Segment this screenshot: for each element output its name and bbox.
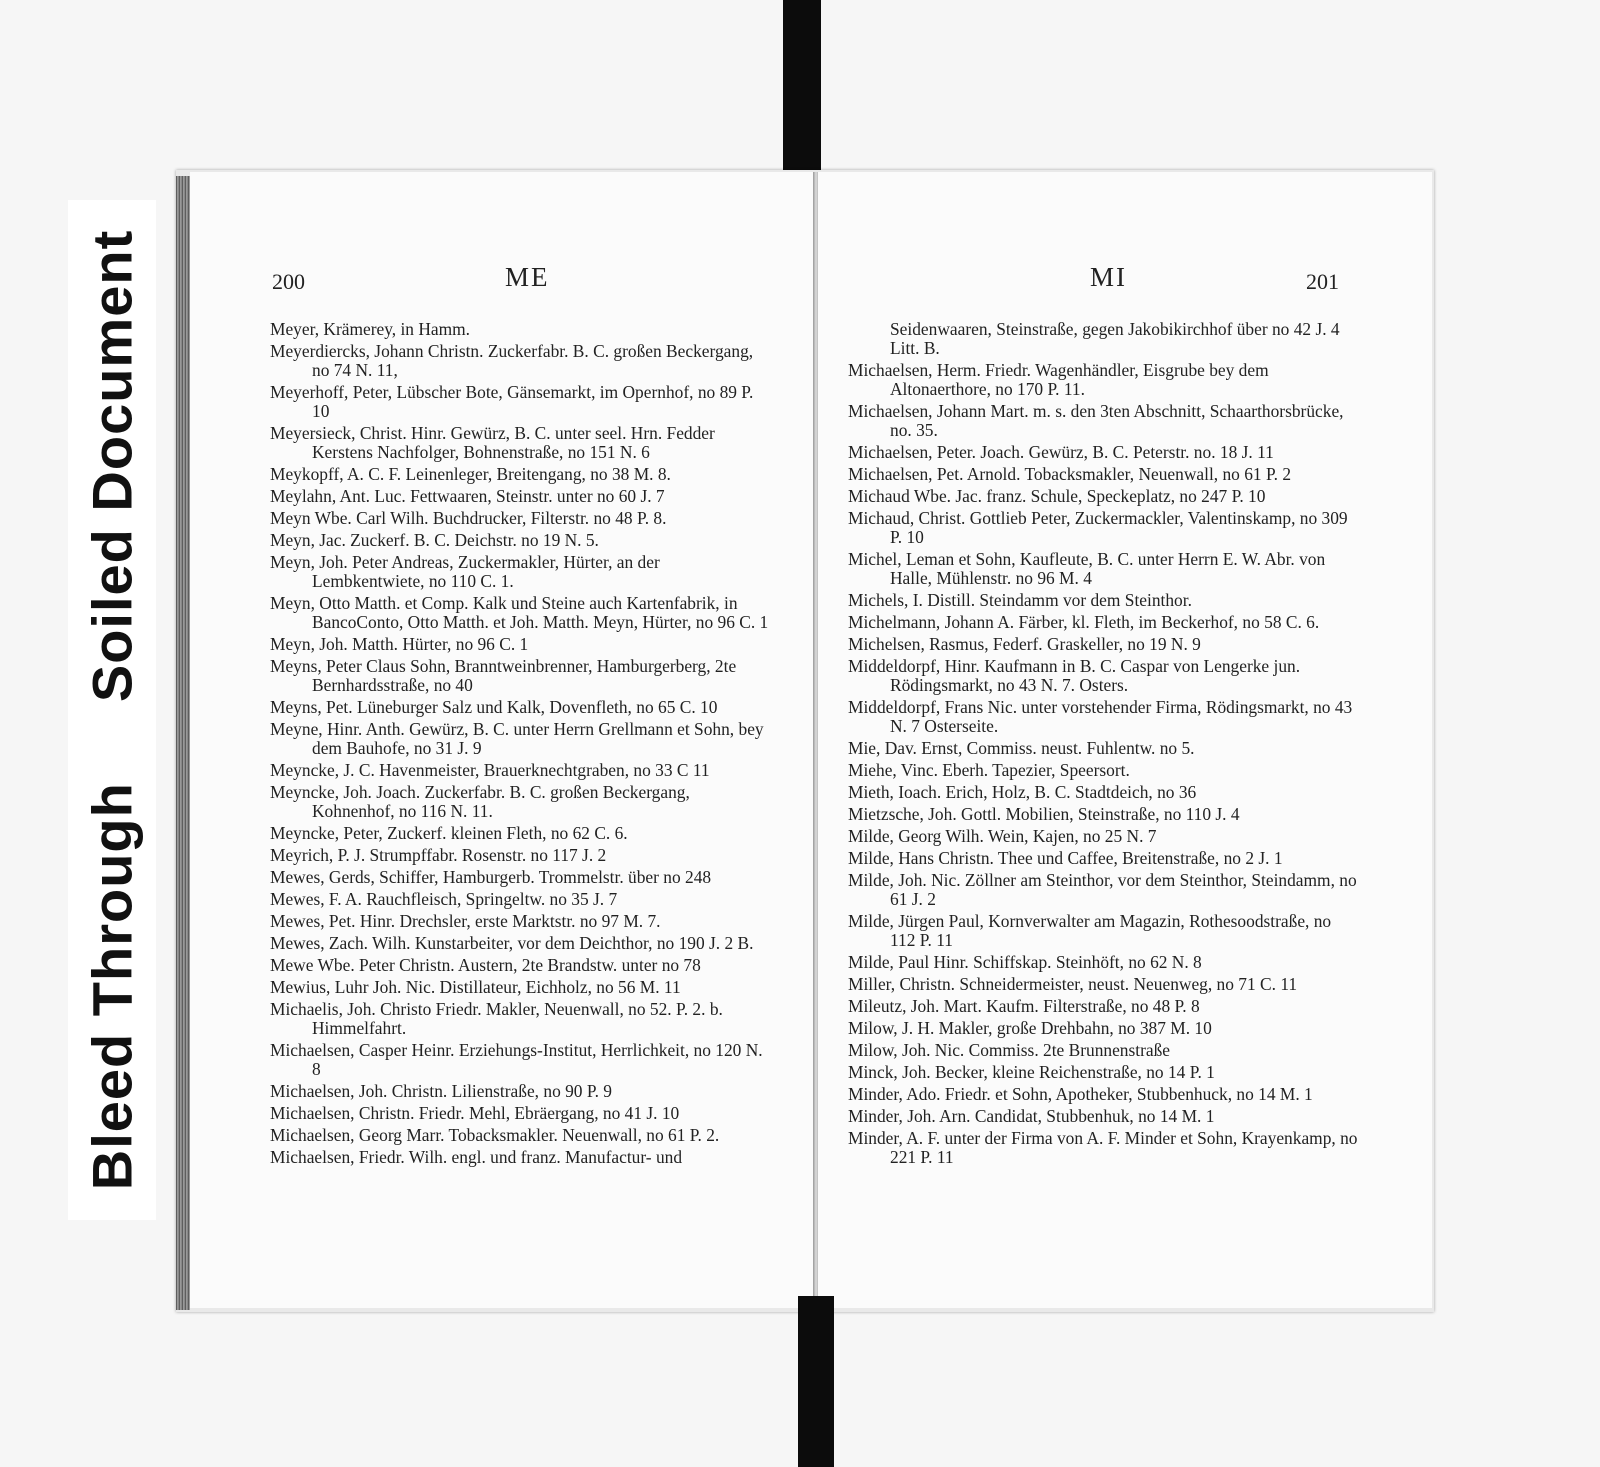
directory-entry: Michelsen, Rasmus, Federf. Graskeller, no 19 N. 9 (848, 634, 1201, 654)
directory-entry: Meyrich, P. J. Strumpffabr. Rosenstr. no 117 J. 2 (270, 845, 607, 865)
directory-entry: Mie, Dav. Ernst, Commiss. neust. Fuhlentw. no 5. (848, 738, 1195, 758)
directory-entry: Meyerhoff, Peter, Lübscher Bote, Gänsemarkt, im Opernhof, no 89 P. 10 (270, 382, 754, 421)
directory-entry: Michaelsen, Georg Marr. Tobacksmakler. Neuenwall, no 61 P. 2. (270, 1125, 720, 1145)
directory-entry: Meyer, Krämerey, in Hamm. (270, 319, 471, 339)
directory-entry: Michaud Wbe. Jac. franz. Schule, Speckeplatz, no 247 P. 10 (848, 486, 1266, 506)
directory-entry: Mewes, Pet. Hinr. Drechsler, erste Marktstr. no 97 M. 7. (270, 911, 661, 931)
directory-entry: Michaelsen, Herm. Friedr. Wagenhändler, Eisgrube bey dem Altonaerthore, no 170 P. 11. (848, 360, 1269, 399)
directory-entry: Minder, Ado. Friedr. et Sohn, Apotheker, Stubbenhuck, no 14 M. 1 (848, 1084, 1313, 1104)
directory-entry: Meyn Wbe. Carl Wilh. Buchdrucker, Filterstr. no 48 P. 8. (270, 508, 667, 528)
directory-entry: Meyncke, J. C. Havenmeister, Brauerknechtgraben, no 33 C 11 (270, 760, 710, 780)
directory-entry: Michaelsen, Joh. Christn. Lilienstraße, no 90 P. 9 (270, 1081, 612, 1101)
continued-entry: Seidenwaaren, Steinstraße, gegen Jakobikirchhof über no 42 J. 4 Litt. B. (890, 319, 1340, 358)
bookmark-ribbon-top (783, 0, 821, 190)
directory-entry: Mieth, Ioach. Erich, Holz, B. C. Stadtdeich, no 36 (848, 782, 1197, 802)
directory-entry: Meykopff, A. C. F. Leinenleger, Breitengang, no 38 M. 8. (270, 464, 671, 484)
directory-entry: Meyn, Joh. Matth. Hürter, no 96 C. 1 (270, 634, 529, 654)
page-number: 201 (1306, 269, 1339, 294)
directory-entry: Meyncke, Joh. Joach. Zuckerfabr. B. C. großen Beckergang, Kohnenhof, no 116 N. 11. (270, 782, 690, 821)
directory-entry: Milow, Joh. Nic. Commiss. 2te Brunnenstraße (848, 1040, 1171, 1060)
directory-entry: Michaelsen, Pet. Arnold. Tobacksmakler, Neuenwall, no 61 P. 2 (848, 464, 1292, 484)
directory-entry: Mileutz, Joh. Mart. Kaufm. Filterstraße, no 48 P. 8 (848, 996, 1200, 1016)
document-label (68, 200, 156, 1220)
bookmark-ribbon-bottom (798, 1296, 834, 1467)
directory-entry: Michaelsen, Casper Heinr. Erziehungs-Institut, Herrlichkeit, no 120 N. 8 (270, 1040, 763, 1079)
directory-entry: Minder, Joh. Arn. Candidat, Stubbenhuk, no 14 M. 1 (848, 1106, 1215, 1126)
directory-entry: Milde, Paul Hinr. Schiffskap. Steinhöft, no 62 N. 8 (848, 952, 1202, 972)
directory-entry: Milde, Jürgen Paul, Kornverwalter am Magazin, Rothesoodstraße, no 112 P. 11 (848, 911, 1332, 950)
directory-entry: Meyne, Hinr. Anth. Gewürz, B. C. unter Herrn Grellmann et Sohn, bey dem Bauhofe, no 31 J. 9 (270, 719, 764, 758)
page-number: 200 (272, 269, 305, 294)
page-header: MI (1090, 262, 1127, 292)
directory-entry: Milde, Hans Christn. Thee und Caffee, Breitenstraße, no 2 J. 1 (848, 848, 1283, 868)
label-part-2: Soiled Document (80, 229, 144, 703)
right-page (818, 172, 1432, 1308)
entry-list (270, 320, 770, 1170)
directory-entry: Meyn, Joh. Peter Andreas, Zuckermakler, Hürter, an der Lembkentwiete, no 110 C. 1. (270, 552, 660, 591)
label-part-1: Bleed Through (80, 782, 144, 1191)
page-header: ME (505, 262, 550, 292)
directory-entry: Meylahn, Ant. Luc. Fettwaaren, Steinstr. unter no 60 J. 7 (270, 486, 665, 506)
directory-entry: Michaud, Christ. Gottlieb Peter, Zuckermackler, Valentinskamp, no 309 P. 10 (848, 508, 1348, 547)
directory-entry: Mewe Wbe. Peter Christn. Austern, 2te Brandstw. unter no 78 (270, 955, 701, 975)
directory-entry: Michels, I. Distill. Steindamm vor dem Steinthor. (848, 590, 1192, 610)
directory-entry: Minder, A. F. unter der Firma von A. F. Minder et Sohn, Krayenkamp, no 221 P. 11 (848, 1128, 1358, 1167)
directory-entry: Michaelsen, Johann Mart. m. s. den 3ten Abschnitt, Schaarthorsbrücke, no. 35. (848, 401, 1344, 440)
page-edges (176, 176, 190, 1310)
directory-entry: Michaelsen, Friedr. Wilh. engl. und franz. Manufactur- und (270, 1147, 683, 1167)
directory-entry: Minck, Joh. Becker, kleine Reichenstraße, no 14 P. 1 (848, 1062, 1215, 1082)
directory-entry: Milow, J. H. Makler, große Drehbahn, no 387 M. 10 (848, 1018, 1212, 1038)
directory-entry: Meyerdiercks, Johann Christn. Zuckerfabr. B. C. großen Beckergang, no 74 N. 11, (270, 341, 754, 380)
left-page (190, 172, 816, 1308)
directory-entry: Mewes, F. A. Rauchfleisch, Springeltw. no 35 J. 7 (270, 889, 618, 909)
directory-entry: Michaelsen, Christn. Friedr. Mehl, Ebräergang, no 41 J. 10 (270, 1103, 680, 1123)
directory-entry: Meyns, Peter Claus Sohn, Branntweinbrenner, Hamburgerberg, 2te Bernhardsstraße, no 40 (270, 656, 737, 695)
directory-entry: Middeldorpf, Hinr. Kaufmann in B. C. Caspar von Lengerke jun. Rödingsmarkt, no 43 N. 7. Osters. (848, 656, 1301, 695)
directory-entry: Miehe, Vinc. Eberh. Tapezier, Speersort. (848, 760, 1130, 780)
directory-entry: Mewius, Luhr Joh. Nic. Distillateur, Eichholz, no 56 M. 11 (270, 977, 681, 997)
directory-entry: Meyncke, Peter, Zuckerf. kleinen Fleth, no 62 C. 6. (270, 823, 628, 843)
directory-entry: Meyns, Pet. Lüneburger Salz und Kalk, Dovenfleth, no 65 C. 10 (270, 697, 718, 717)
directory-entry: Milde, Joh. Nic. Zöllner am Steinthor, vor dem Steinthor, Steindamm, no 61 J. 2 (848, 870, 1357, 909)
directory-entry: Michelmann, Johann A. Färber, kl. Fleth, im Beckerhof, no 58 C. 6. (848, 612, 1320, 632)
directory-entry: Meyersieck, Christ. Hinr. Gewürz, B. C. unter seel. Hrn. Fedder Kerstens Nachfolger, Bohnenstraße, no 151 N. 6 (270, 423, 715, 462)
directory-entry: Meyn, Jac. Zuckerf. B. C. Deichstr. no 19 N. 5. (270, 530, 599, 550)
directory-entry: Mewes, Gerds, Schiffer, Hamburgerb. Trommelstr. über no 248 (270, 867, 712, 887)
entry-list (848, 320, 1358, 1170)
directory-entry: Miller, Christn. Schneidermeister, neust. Neuenweg, no 71 C. 11 (848, 974, 1298, 994)
directory-entry: Meyn, Otto Matth. et Comp. Kalk und Steine auch Kartenfabrik, in BancoConto, Otto Matth. et Joh. Matth. Meyn, Hürter, no 96 C. 1 (270, 593, 769, 632)
directory-entry: Middeldorpf, Frans Nic. unter vorstehender Firma, Rödingsmarkt, no 43 N. 7 Osterseite. (848, 697, 1353, 736)
directory-entry: Mietzsche, Joh. Gottl. Mobilien, Steinstraße, no 110 J. 4 (848, 804, 1240, 824)
directory-entry: Michaelis, Joh. Christo Friedr. Makler, Neuenwall, no 52. P. 2. b. Himmelfahrt. (270, 999, 723, 1038)
directory-entry: Michaelsen, Peter. Joach. Gewürz, B. C. Peterstr. no. 18 J. 11 (848, 442, 1274, 462)
directory-entry: Michel, Leman et Sohn, Kaufleute, B. C. unter Herrn E. W. Abr. von Halle, Mühlenstr. no 96 M. 4 (848, 549, 1326, 588)
directory-entry: Milde, Georg Wilh. Wein, Kajen, no 25 N. 7 (848, 826, 1157, 846)
directory-entry: Mewes, Zach. Wilh. Kunstarbeiter, vor dem Deichthor, no 190 J. 2 B. (270, 933, 754, 953)
